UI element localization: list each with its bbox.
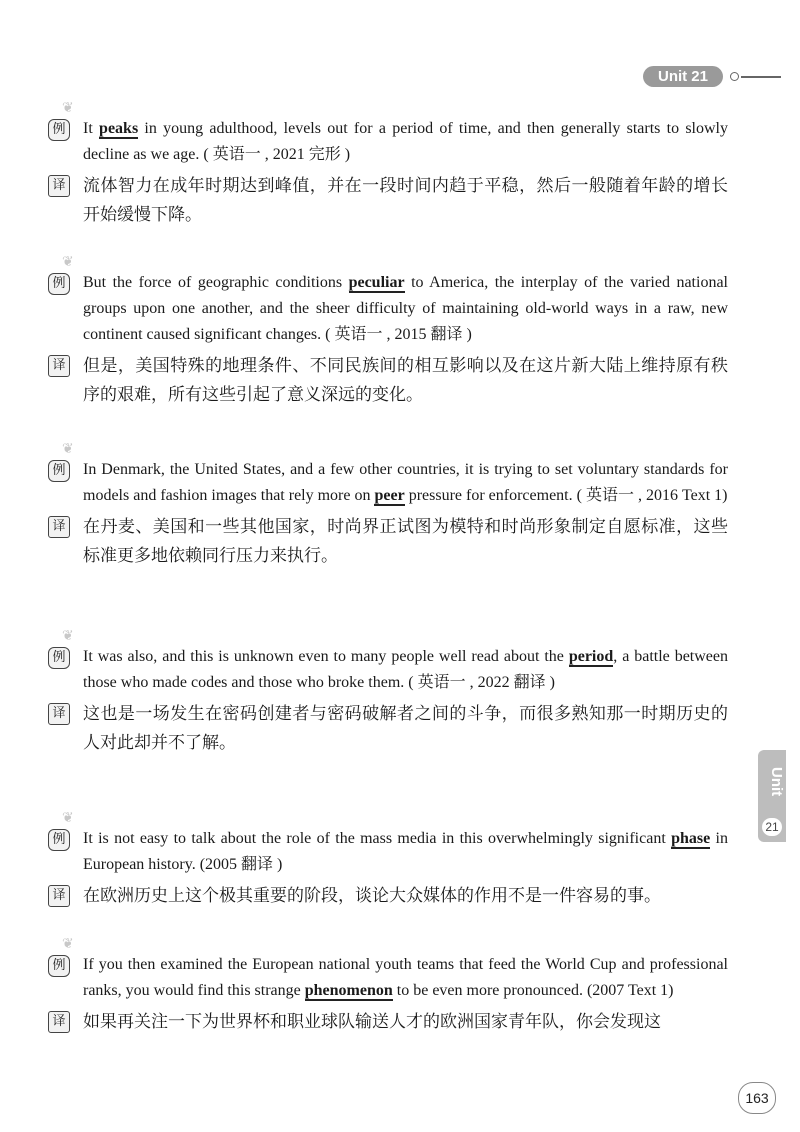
side-tab-number: 21 (762, 818, 782, 836)
feather-icon: ❦ (62, 255, 74, 270)
translation-row (48, 700, 728, 758)
keyword: peculiar (348, 274, 405, 291)
translation-row (48, 352, 728, 410)
header-rule (741, 76, 781, 78)
feather-icon: ❦ (62, 442, 74, 457)
keyword: phenomenon (304, 982, 393, 999)
unit-side-tab (758, 750, 786, 842)
keyword: peer (374, 487, 405, 504)
example-marker: 例 (48, 647, 70, 669)
example-sentence: If you then examined the European national youth teams that feed the World Cup and professional ranks, you would find this strange phenomenon to be even more pronounced. (2007 Text 1) (83, 956, 728, 999)
keyword: peaks (99, 120, 139, 137)
translation-marker: 译 (48, 355, 70, 377)
keyword: period (568, 648, 614, 665)
translation-text: 在欧洲历史上这个极其重要的阶段，谈论大众媒体的作用不是一件容易的事。 (83, 886, 661, 906)
example-entry (48, 442, 728, 571)
example-sentence: But the force of geographic conditions peculiar to America, the interplay of the varied national groups upon one another, and the sheer difficulty of maintaining old-world ways in a raw, new continent caused significant changes. ( 英语一 , 2015 翻译 ) (83, 274, 728, 343)
example-sentence: It was also, and this is unknown even to many people well read about the period, a battle between those who made codes and those who broke them. ( 英语一 , 2022 翻译 ) (83, 648, 728, 691)
header-dot (730, 72, 739, 81)
translation-row (48, 882, 728, 911)
example-marker: 例 (48, 273, 70, 295)
feather-icon: ❦ (62, 629, 74, 644)
translation-text: 在丹麦、美国和一些其他国家，时尚界正试图为模特和时尚形象制定自愿标准，这些标准更多地依赖同行压力来执行。 (83, 517, 728, 566)
translation-marker: 译 (48, 703, 70, 725)
unit-header-badge: Unit 21 (643, 66, 723, 87)
example-row (48, 255, 728, 348)
example-row (48, 629, 728, 696)
example-marker: 例 (48, 119, 70, 141)
feather-icon: ❦ (62, 937, 74, 952)
translation-text: 这也是一场发生在密码创建者与密码破解者之间的斗争，而很多熟知那一时期历史的人对此却并不了解。 (83, 704, 728, 753)
side-tab-label: Unit (768, 767, 785, 797)
example-sentence: It peaks in young adulthood, levels out for a period of time, and then generally starts to slowly decline as we age. ( 英语一 , 2021 完形 ) (83, 120, 728, 163)
example-row (48, 442, 728, 509)
example-entry (48, 629, 728, 758)
example-row (48, 811, 728, 878)
example-sentence: In Denmark, the United States, and a few other countries, it is trying to set voluntary standards for models and fashion images that rely more on peer pressure for enforcement. ( 英语一 , 2016 Text 1) (83, 461, 728, 504)
keyword: phase (671, 830, 711, 847)
translation-row (48, 172, 728, 230)
translation-text: 但是，美国特殊的地理条件、不同民族间的相互影响以及在这片新大陆上维持原有秩序的艰难，所有这些引起了意义深远的变化。 (83, 356, 728, 405)
translation-marker: 译 (48, 516, 70, 538)
example-entry (48, 811, 728, 911)
example-entry (48, 255, 728, 410)
example-row (48, 101, 728, 168)
example-row (48, 937, 728, 1004)
translation-row (48, 513, 728, 571)
translation-marker: 译 (48, 885, 70, 907)
feather-icon: ❦ (62, 101, 74, 116)
example-marker: 例 (48, 829, 70, 851)
translation-text: 流体智力在成年时期达到峰值，并在一段时间内趋于平稳，然后一般随着年龄的增长开始缓慢下降。 (83, 176, 728, 225)
translation-text: 如果再关注一下为世界杯和职业球队输送人才的欧洲国家青年队，你会发现这 (83, 1012, 661, 1032)
example-entry (48, 101, 728, 230)
translation-row (48, 1008, 728, 1037)
example-sentence: It is not easy to talk about the role of the mass media in this overwhelmingly significant phase in European history. (2005 翻译 ) (83, 830, 728, 873)
translation-marker: 译 (48, 175, 70, 197)
page-number: 163 (738, 1082, 776, 1114)
example-marker: 例 (48, 460, 70, 482)
example-entry (48, 937, 728, 1037)
translation-marker: 译 (48, 1011, 70, 1033)
feather-icon: ❦ (62, 811, 74, 826)
example-marker: 例 (48, 955, 70, 977)
